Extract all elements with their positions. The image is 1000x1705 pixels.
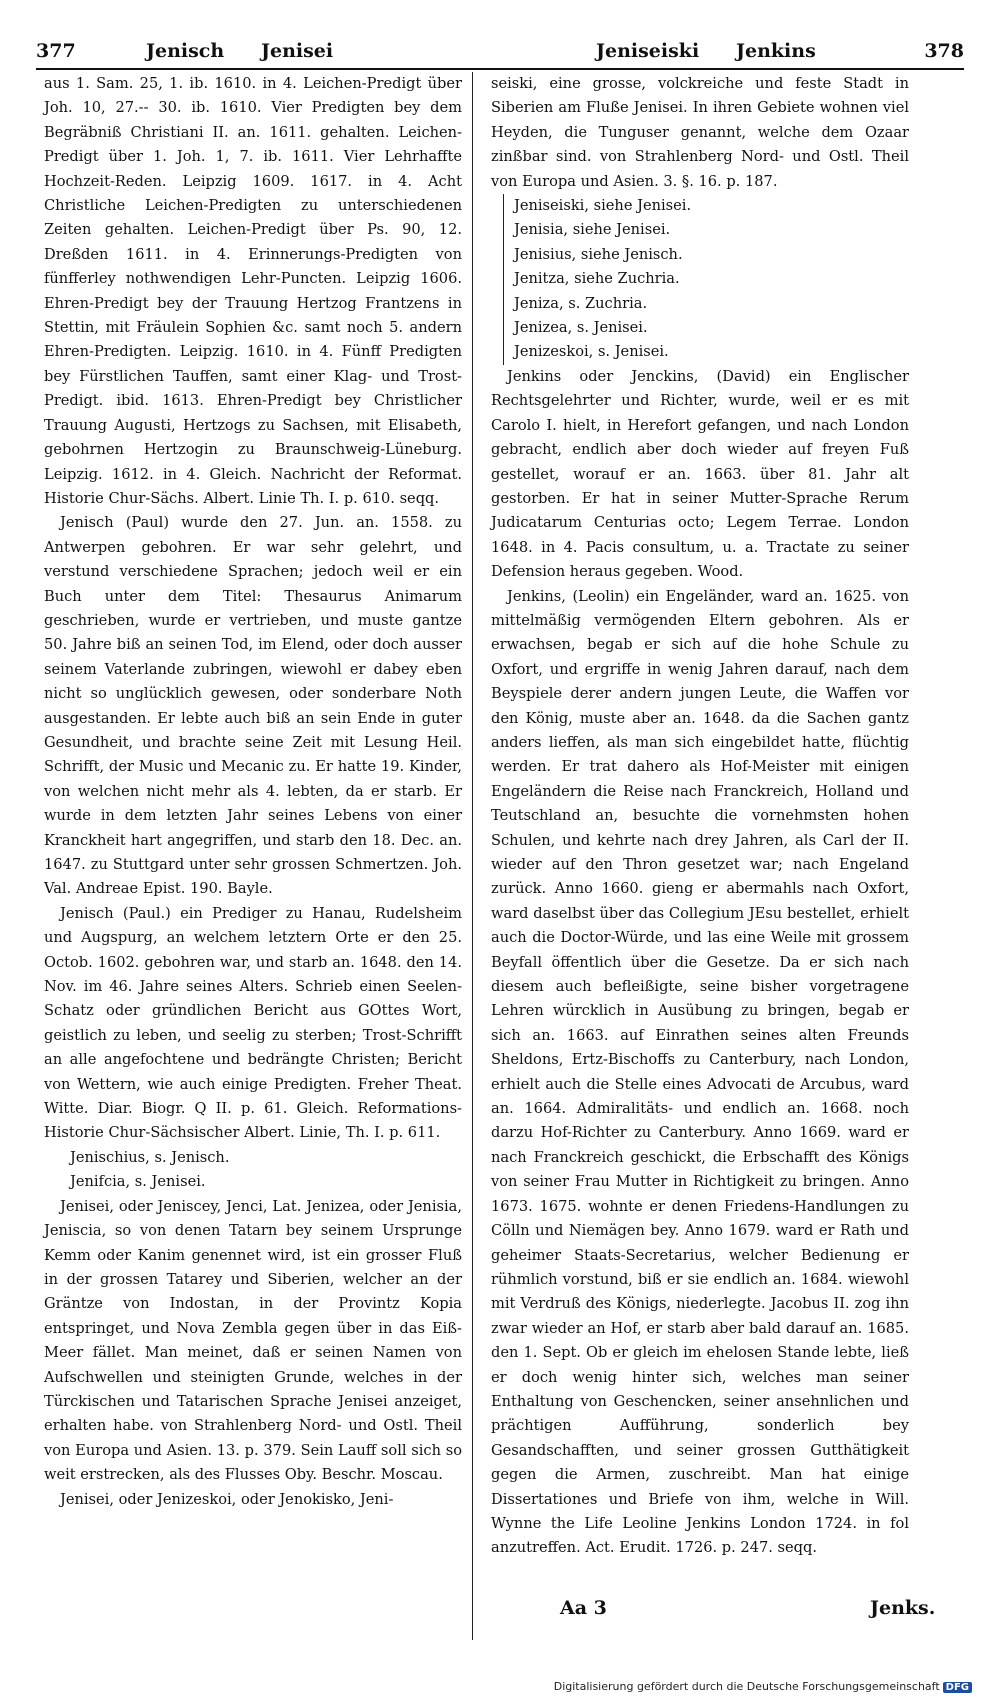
column-divider bbox=[472, 72, 473, 1640]
credit-text: Digitalisierung gefördert durch die Deutsche Forschungsgemeinschaft bbox=[553, 1680, 940, 1693]
running-header bbox=[36, 34, 964, 70]
xref-item: Jeniseiski, siehe Jenisei. bbox=[514, 197, 692, 215]
entry-jenischius: Jenischius, s. Jenisch. bbox=[70, 1148, 230, 1166]
dfg-logo: DFG bbox=[943, 1682, 972, 1693]
left-column bbox=[44, 72, 462, 1512]
xref-item: Jenizea, s. Jenisei. bbox=[514, 319, 648, 337]
catchword-left-2: Jenisei bbox=[261, 40, 334, 62]
xref-item: Jeniza, s. Zuchria. bbox=[514, 294, 648, 312]
digitization-credit bbox=[554, 1680, 972, 1693]
header-rule bbox=[36, 68, 964, 70]
signature-mark: Aa 3 bbox=[560, 1597, 607, 1619]
entry-jenisch-paul-2: Jenisch (Paul.) ein Prediger zu Hanau, Rudelsheim und Augspurg, an welchem letztern Orte er den 25. Octob. 1602. gebohren war, und starb an. 1648. den 14. Nov. im 46. Jahre seines Alters. Schrieb einen Seelen-Schatz oder gründlichen Bericht aus GOttes Wort, geistlich zu leben, und seelig zu sterben; Trost-Schrifft an alle angefochtene und bedrängte Christen; Bericht von Wettern, wie auch einige Predigten. Freher Theat. Witte. Diar. Biogr. Q II. p. 61. Gleich. Reformations-Historie Chur-Sächsischer Albert. Linie, Th. I. p. 611. bbox=[44, 904, 462, 1142]
page-number-left: 377 bbox=[36, 40, 76, 62]
entry-jenkins-david: Jenkins oder Jenckins, (David) ein Englischer Rechtsgelehrter und Richter, wurde, weil er es mit Carolo I. hielt, in Herefort gefangen, und nach London gebracht, endlich aber doch wieder auf freyen Fuß gestellet, worauf er an. 1663. über 81. Jahr alt gestorben. Er hat in seiner Mutter-Sprache Rerum Judicatarum Centurias octo; Legem Terrae. London 1648. in 4. Pacis consultum, u. a. Tractate zu seiner Defension heraus gegeben. Wood. bbox=[491, 367, 909, 581]
entry-jenisch-paul-1: Jenisch (Paul) wurde den 27. Jun. an. 1558. zu Antwerpen gebohren. Er war sehr gelehrt, und verstund verschiedene Sprachen; jedoch weil er ein Buch unter dem Titel: Thesaurus Animarum geschrieben, wurde er vertrieben, und muste gantze 50. Jahre biß an seinen Tod, im Elend, oder doch ausser seinem Vaterlande zubringen, wiewohl er dabey eben nicht so unglücklich gewesen, oder sonderbare Noth ausgestanden. Er lebte auch biß an sein Ende in guter Gesundheit, und brachte seine Zeit mit Lesung Heil. Schrifft, der Music und Mecanic zu. Er hatte 19. Kinder, von welchen nicht mehr als 4. lebten, da er starb. Er wurde in dem letzten Jahr seines Lebens von einer Kranckheit hart angegriffen, und starb den 18. Dec. an. 1647. zu Stuttgard unter sehr grossen Schmertzen. Joh. Val. Andreae Epist. 190. Bayle. bbox=[44, 514, 462, 898]
xref-item: Jenitza, siehe Zuchria. bbox=[514, 270, 680, 288]
entry-jenisei-city: Jenisei, oder Jenizeskoi, oder Jenokisko, Jeni- bbox=[60, 1490, 394, 1508]
catchword-left-1: Jenisch bbox=[146, 40, 225, 62]
footer-catchword: Jenks. bbox=[870, 1597, 936, 1619]
catchword-right-1: Jeniseiski bbox=[596, 40, 700, 62]
xref-item: Jenisia, siehe Jenisei. bbox=[514, 221, 671, 239]
entry-jenisei: Jenisei, oder Jeniscey, Jenci, Lat. Jenizea, oder Jenisia, Jeniscia, so von denen Tatarn bey seinem Ursprunge Kemm oder Kanim genennet wird, ist ein grosser Fluß in der grossen Tatarey und Siberien, welcher an der Gräntze von Indostan, in der Provintz Kopia entspringet, und Nova Zembla gegen über in das Eiß-Meer fället. Man meinet, daß er seinen Namen von Aufschwellen und steinigten Grunde, welches in der Türckischen und Tatarischen Sprache Jenisei anzeiget, erhalten habe. von Strahlenberg Nord- und Ostl. Theil von Europa und Asien. 13. p. 379. Sein Lauff soll sich so weit erstrecken, als des Flusses Oby. Beschr. Moscau. bbox=[44, 1197, 462, 1484]
xref-item: Jenisius, siehe Jenisch. bbox=[514, 245, 683, 263]
entry-continuation: aus 1. Sam. 25, 1. ib. 1610. in 4. Leichen-Predigt über Joh. 10, 27.-- 30. ib. 1610. Vier Predigten bey dem Begräbniß Christiani II. an. 1611. gehalten. Leichen-Predigt über 1. Joh. 1, 7. ib. 1611. Vier Lehrhaffte Hochzeit-Reden. Leipzig 1609. 1617. in 4. Acht Christliche Leichen-Predigten zu unterschiedenen Zeiten gehalten. Leichen-Predigt über Ps. 90, 12. Dreßden 1611. in 4. Erinnerungs-Predigten von fünfferley nothwendigen Lehr-Puncten. Leipzig 1606. Ehren-Predigt bey der Trauung Hertzog Frantzens in Stettin, mit Fräulein Sophien &c. samt noch 5. andern Ehren-Predigten. Leipzig. 1610. in 4. Fünff Predigten bey Fürstlichen Tauffen, samt einer Klag- und Trost-Predigt. ibid. 1613. Ehren-Predigt bey Christlicher Trauung Augusti, Hertzogs zu Sachsen, mit Elisabeth, gebohrnen Hertzogin zu Braunschweig-Lüneburg. Leipzig. 1612. in 4. Gleich. Nachricht der Reformat. Historie Chur-Sächs. Albert. Linie Th. I. p. 610. seqq. bbox=[44, 75, 462, 507]
xref-item: Jenizeskoi, s. Jenisei. bbox=[514, 343, 669, 361]
entry-jeniseiski-continuation: seiski, eine grosse, volckreiche und feste Stadt in Siberien am Fluße Jenisei. In ihren Gebiete wohnen viel Heyden, die Tunguser genannt, welche dem Ozaar zinßbar sind. von Strahlenberg Nord- und Ostl. Theil von Europa und Asien. 3. §. 16. p. 187. bbox=[491, 75, 909, 190]
entry-jenkins-leolin: Jenkins, (Leolin) ein Engeländer, ward an. 1625. von mittelmäßig vermögenden Eltern gebohren. Als er erwachsen, begab er sich auf die hohe Schule zu Oxfort, und ergriffe in wenig Jahren darauf, nach dem Beyspiele derer andern jungen Leute, die Waffen vor den König, muste aber an. 1648. da die Sachen gantz anders lieffen, als man sich eingebildet hatte, flüchtig werden. Er trat dahero als Hof-Meister mit einigen Engeländern die Reise nach Franckreich, Holland und Teutschland an, besuchte die vornehmsten hohen Schulen, und kehrte nach drey Jahren, als Carl der II. wieder auf den Thron gesetzet war; nach Engeland zurück. Anno 1660. gieng er abermahls nach Oxfort, ward daselbst über das Collegium JEsu bestellet, erhielt auch die Doctor-Würde, und las eine Weile mit grossem Beyfall öffentlich über die Gesetze. Da er sich nach diesem auch befleißigte, seine bisher vorgetragene Lehren würcklich in Ausübung zu bringen, begab er sich an. 1663. auf Einrathen seines alten Freunds Sheldons, Ertz-Bischoffs zu Canterbury, nach London, erhielt auch die Stelle eines Advocati de Arcubus, ward an. 1664. Admiralitäts- und endlich an. 1668. noch darzu Hof-Richter zu Canterbury. Anno 1669. ward er nach Franckreich geschickt, die Erbschafft des Königs von seiner Frau Mutter in Richtigkeit zu bringen. Anno 1673. 1675. wohnte er denen Friedens-Handlungen zu Cölln und Niemägen bey. Anno 1679. ward er Rath und geheimer Staats-Secretarius, welcher Bedienung er rühmlich vorstund, biß er sie endlich an. 1684. wiewohl mit Verdruß des Königs, niederlegte. Jacobus II. zog ihn zwar wieder an Hof, er starb aber bald darauf an. 1685. den 1. Sept. Ob er gleich im ehelosen Stande lebte, ließ er doch wenig hinter sich, welches man seiner Enthaltung von Geschencken, seiner ansehnlichen und prächtigen Aufführung, sonderlich bey Gesandschafften, und seiner grossen Gutthätigkeit gegen die Armen, zuschreibt. Man hat einige Dissertationes und Briefe von ihm, welche in Will. Wynne the Life Leoline Jenkins London 1724. in fol anzutreffen. Act. Erudit. 1726. p. 247. seqq. bbox=[491, 587, 909, 1557]
cross-reference-list bbox=[503, 194, 909, 365]
catchword-right-2: Jenkins bbox=[736, 40, 816, 62]
page-number-right: 378 bbox=[924, 40, 964, 62]
entry-jenifcia: Jenifcia, s. Jenisei. bbox=[70, 1173, 206, 1191]
right-column bbox=[491, 72, 909, 1561]
